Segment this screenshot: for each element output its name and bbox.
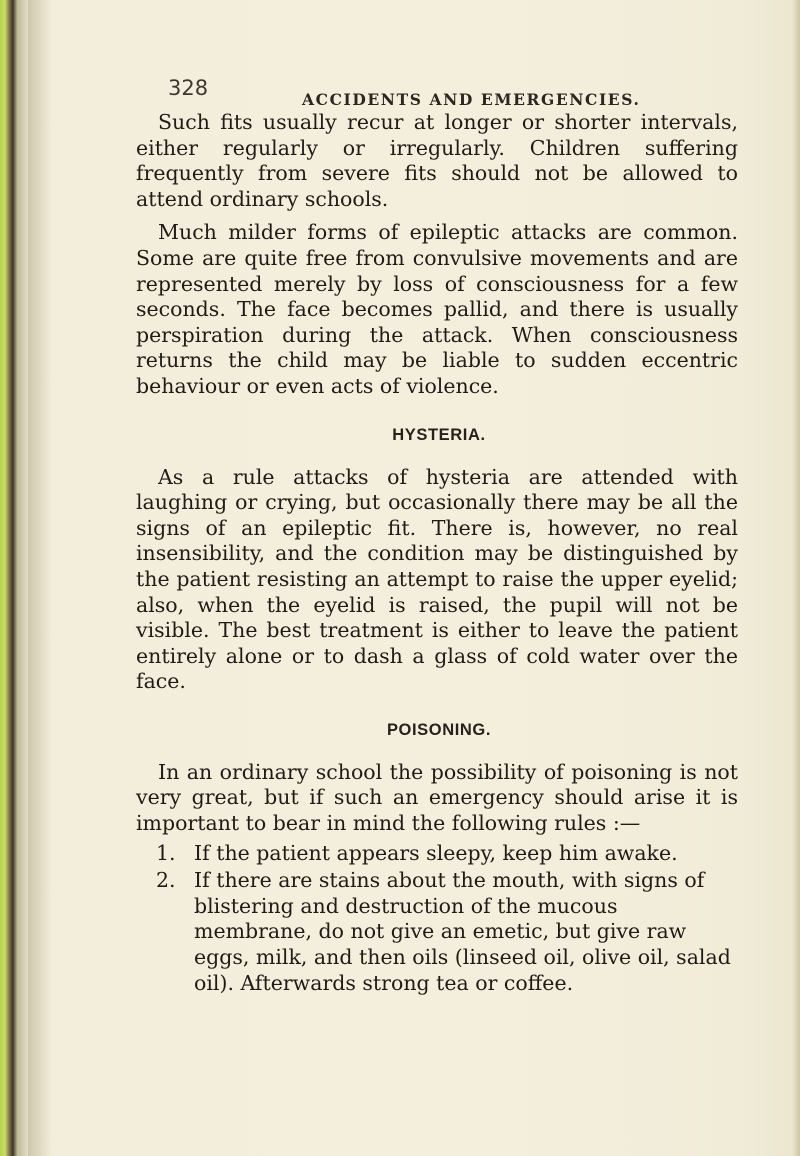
paragraph-hysteria: As a rule attacks of hysteria are attended with laughing or crying, but occasionally there may be all the signs of an epileptic fit. There is, however, no real insensibility, and the condition may be distinguished by the patient resisting an attempt to raise the upper eyelid; also, when the eyelid is raised, the pupil will not be visible. The best treatment is either to leave the patient entirely alone or to dash a glass of cold water over the face.	[136, 464, 738, 694]
heading-poisoning: POISONING.	[386, 720, 492, 739]
page-edge	[792, 0, 800, 1156]
page-body	[136, 110, 738, 998]
list-item	[136, 868, 738, 996]
list-item	[136, 841, 738, 867]
list-item-text: If the patient appears sleepy, keep him awake.	[194, 840, 678, 865]
poisoning-rules-list	[136, 841, 738, 997]
paragraph-fits-recur: Such fits usually recur at longer or shorter intervals, either regularly or irregularly. Children suffering frequently from severe fits should not be allowed to attend ordinary schools.	[136, 110, 738, 211]
page-number: 328	[168, 76, 209, 100]
list-item-number: 2.	[156, 868, 176, 893]
list-item-number: 1.	[156, 840, 176, 865]
paragraph-milder-forms: Much milder forms of epileptic attacks are common. Some are quite free from convulsive movements and are represented merely by loss of consciousness for a few seconds. The face becomes pallid, and there is usually perspiration during the attack. When consciousness returns the child may be liable to sudden eccentric behaviour or even acts of violence.	[136, 220, 738, 398]
running-title: ACCIDENTS AND EMERGENCIES.	[302, 90, 641, 109]
list-item-text: If there are stains about the mouth, with signs of blistering and destruction of the mucous membrane, do not give an emetic, but give raw eggs, milk, and then oils (linseed oil, olive oil, salad oil). Afterwards strong tea or coffee.	[194, 868, 731, 995]
paragraph-poisoning: In an ordinary school the possibility of poisoning is not very great, but if such an emergency should arise it is important to bear in mind the following rules :—	[136, 759, 738, 836]
book-binding-edge	[0, 0, 28, 1156]
heading-hysteria: HYSTERIA.	[392, 425, 486, 444]
binding-shadow	[28, 0, 52, 1156]
